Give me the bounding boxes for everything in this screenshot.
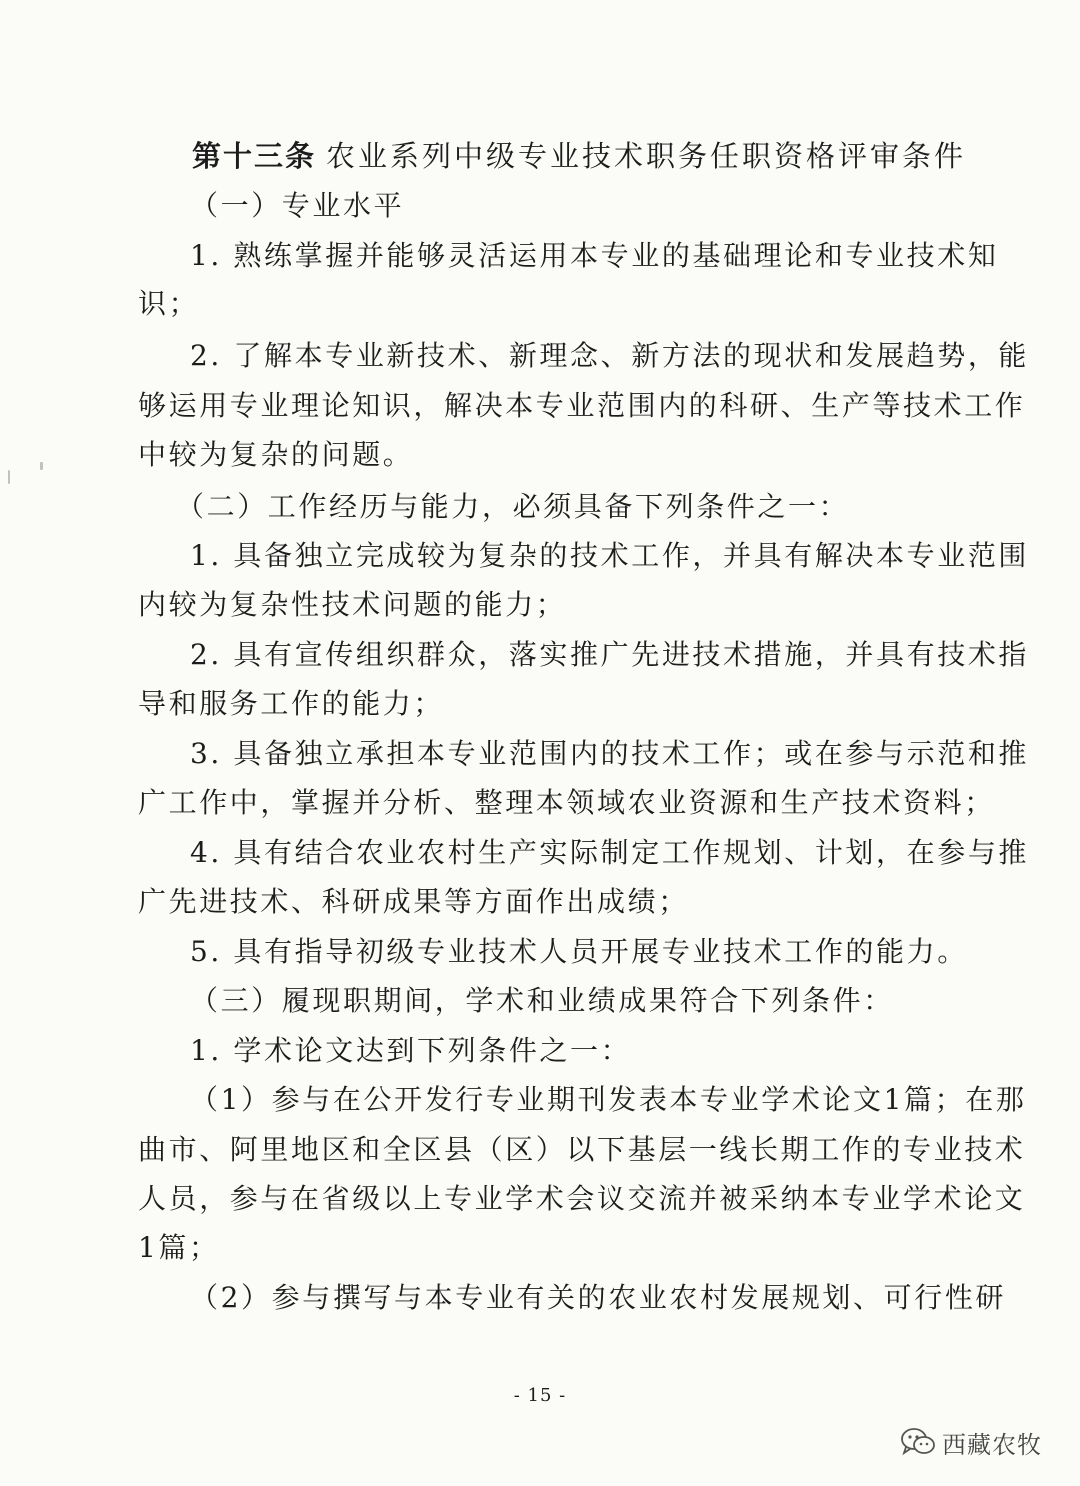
wechat-icon [900, 1427, 936, 1457]
body-line: 5. 具有指导初级专业技术人员开展专业技术工作的能力。 [190, 935, 968, 968]
body-line: 内较为复杂性技术问题的能力； [138, 588, 567, 621]
article-number: 第十三条 [192, 139, 317, 173]
body-line: 人员，参与在省级以上专业学术会议交流并被采纳本专业学术论文 [138, 1182, 1026, 1215]
scan-speck [8, 470, 10, 484]
body-line: 1. 熟练掌握并能够灵活运用本专业的基础理论和专业技术知 [190, 239, 999, 272]
body-line: 2. 了解本专业新技术、新理念、新方法的现状和发展趋势，能 [190, 339, 1030, 372]
article-title: 农业系列中级专业技术职务任职资格评审条件 [326, 139, 967, 173]
body-line: 中较为复杂的问题。 [138, 438, 414, 471]
body-line: 广工作中，掌握并分析、整理本领域农业资源和生产技术资料； [138, 786, 995, 819]
body-line: 导和服务工作的能力； [138, 687, 445, 720]
article-heading [192, 134, 967, 175]
body-line: 够运用专业理论知识，解决本专业范围内的科研、生产等技术工作 [138, 389, 1026, 422]
section-heading-3: （三）履现职期间，学术和业绩成果符合下列条件： [190, 984, 894, 1017]
body-line: 4. 具有结合农业农村生产实际制定工作规划、计划，在参与推 [190, 836, 1030, 869]
scan-speck [40, 462, 43, 470]
section-heading-1: （一）专业水平 [190, 189, 405, 222]
body-line: 1. 学术论文达到下列条件之一： [190, 1034, 632, 1067]
body-line: 3. 具备独立承担本专业范围内的技术工作；或在参与示范和推 [190, 737, 1030, 770]
body-line: 2. 具有宣传组织群众，落实推广先进技术措施，并具有技术指 [190, 638, 1030, 671]
body-line: （2）参与撰写与本专业有关的农业农村发展规划、可行性研 [190, 1281, 1007, 1314]
body-line: （1）参与在公开发行专业期刊发表本专业学术论文1篇；在那 [190, 1083, 1027, 1116]
body-line: 1篇； [138, 1231, 220, 1264]
body-line: 广先进技术、科研成果等方面作出成绩； [138, 885, 689, 918]
section-heading-2: （二）工作经历与能力，必须具备下列条件之一： [176, 490, 850, 523]
page-number: - 15 - [513, 1385, 567, 1406]
body-line: 1. 具备独立完成较为复杂的技术工作，并具有解决本专业范围 [190, 539, 1030, 572]
watermark [900, 1425, 1060, 1459]
watermark-text: 西藏农牧 [942, 1430, 1042, 1459]
body-line: 识； [138, 287, 200, 320]
body-line: 曲市、阿里地区和全区县（区）以下基层一线长期工作的专业技术 [138, 1133, 1026, 1166]
